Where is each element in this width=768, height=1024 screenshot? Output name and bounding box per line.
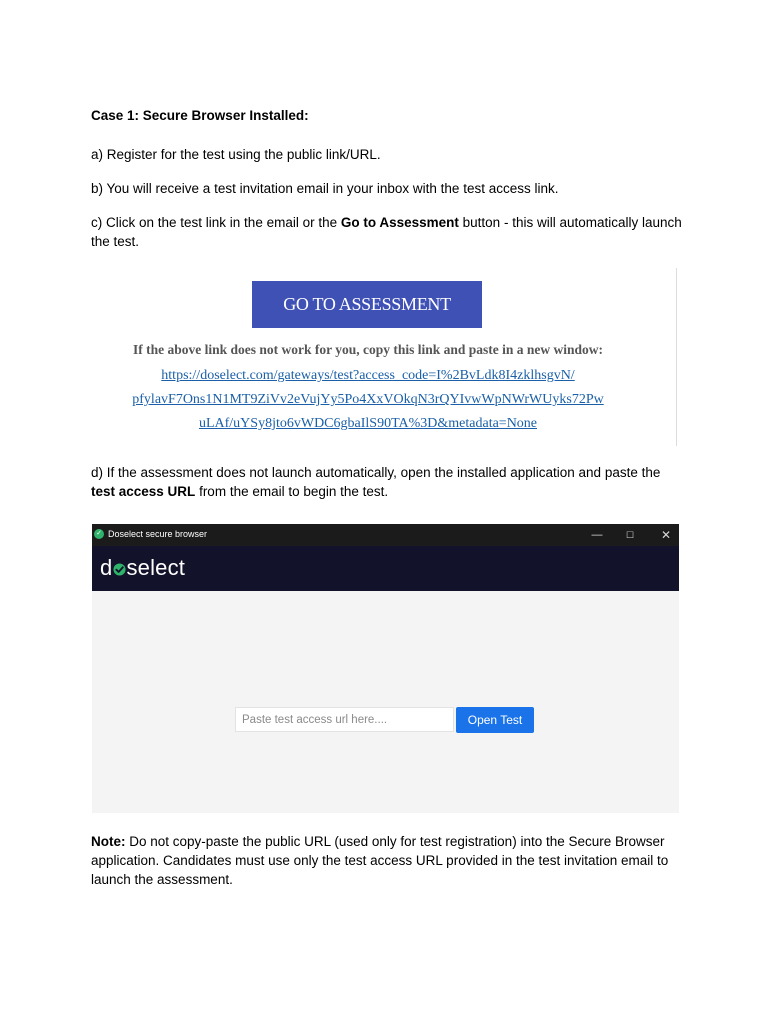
open-test-button[interactable]: Open Test xyxy=(456,707,534,733)
logo-check-icon xyxy=(113,563,126,576)
test-access-url-emphasis: test access URL xyxy=(91,484,196,499)
note-text: Do not copy-paste the public URL (used only for test registration) into the Secure Browser application. Candidates must use only the test access URL provided in the test invitation email to launch the assessment. xyxy=(91,834,669,887)
minimize-icon[interactable]: — xyxy=(591,529,603,541)
logo-text-select: select xyxy=(126,555,186,580)
brand-header xyxy=(92,546,679,591)
step-d-text-end: from the email to begin the test. xyxy=(195,484,389,499)
maximize-icon[interactable]: ☐ xyxy=(625,530,635,540)
test-access-link-line-1[interactable]: https://doselect.com/gateways/test?access_code=I%2BvLdk8I4zklhsgvN/ xyxy=(161,368,575,383)
test-access-link-line-2[interactable]: pfylavF7Ons1N1MT9ZiVv2eVujYy5Po4XxVOkqN3rQYIvwWpNWrWUyks72Pw xyxy=(132,392,604,407)
window-title: Doselect secure browser xyxy=(108,529,208,539)
email-snippet-image xyxy=(91,268,677,446)
step-c-text-start: c) Click on the test link in the email or the xyxy=(91,215,341,230)
step-d-text-start: d) If the assessment does not launch automatically, open the installed application and paste the xyxy=(91,465,661,480)
window-titlebar xyxy=(92,524,679,546)
go-to-assessment-button[interactable]: GO TO ASSESSMENT xyxy=(252,281,482,328)
logo-letter-d: d xyxy=(100,555,113,580)
close-icon[interactable]: ✕ xyxy=(660,528,672,542)
step-d-text xyxy=(91,463,686,501)
snippet-border xyxy=(676,268,677,446)
shield-check-icon: ✓ xyxy=(94,529,104,539)
doselect-logo xyxy=(100,555,185,581)
note-label: Note: xyxy=(91,834,126,849)
test-access-link[interactable] xyxy=(91,364,645,436)
step-c-text xyxy=(91,213,686,251)
test-url-input[interactable] xyxy=(235,707,454,732)
step-b-text: b) You will receive a test invitation email in your inbox with the test access link. xyxy=(91,181,559,196)
secure-browser-window xyxy=(92,524,679,813)
test-access-link-line-3[interactable]: uLAf/uYSy8jto6vWDC6gbaIlS90TA%3D&metadata=None xyxy=(198,416,538,431)
note-paragraph xyxy=(91,832,686,889)
go-to-assessment-emphasis: Go to Assessment xyxy=(340,215,459,230)
step-c-text-end: button - this will automatically launch the test. xyxy=(91,215,682,249)
step-a-text: a) Register for the test using the public link/URL. xyxy=(91,147,381,162)
fallback-link-note: If the above link does not work for you, copy this link and paste in a new window: xyxy=(132,342,604,357)
section-heading: Case 1: Secure Browser Installed: xyxy=(91,108,309,123)
